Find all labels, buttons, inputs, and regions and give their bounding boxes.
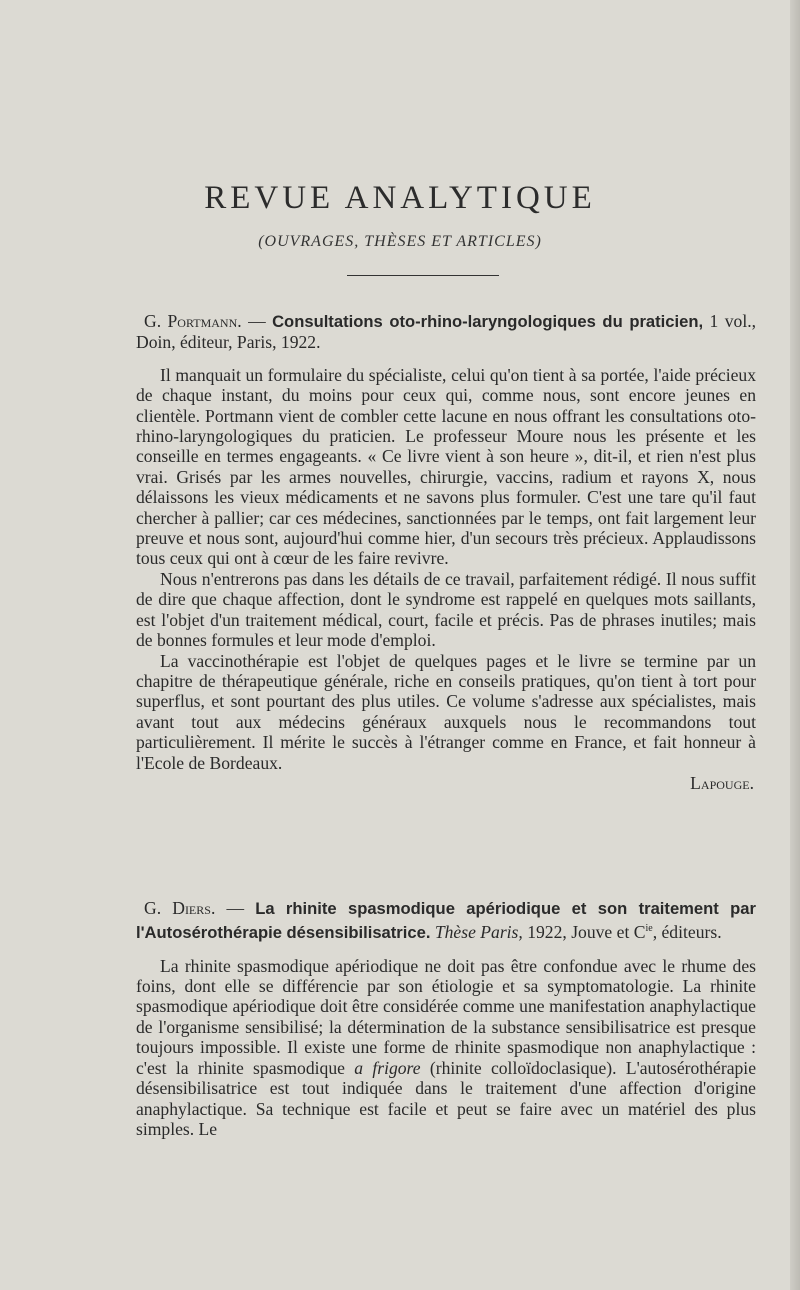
section-title: REVUE ANALYTIQUE	[204, 180, 596, 216]
review-paragraph	[136, 956, 756, 1140]
review-signature: Lapouge.	[690, 772, 754, 793]
title-rule	[347, 275, 499, 276]
review-author: G. Diers.	[144, 898, 216, 918]
review-title: La rhinite spasmodique apériodique et son traitement par l'Autosérothérapie désensibilisatrice.	[136, 899, 756, 943]
review-paragraph: La vaccinothérapie est l'objet de quelques pages et le livre se termine par un chapitre de thérapeutique générale, riche en conseils pratiques, qu'on tient à tort pour superflus, et sont pourtant des plus utiles. Ce volume s'adresse aux spécialistes, mais avant tout aux médecins généraux auxquels nous le recommandons tout particulièrement. Il mérite le succès à l'étranger comme en France, et fait honneur à l'Ecole de Bordeaux.	[136, 650, 756, 773]
review-heading	[136, 311, 756, 353]
review-title: Consultations oto-rhino-laryngologiques du praticien,	[272, 312, 704, 331]
section-subtitle: (OUVRAGES, THÈSES ET ARTICLES)	[258, 233, 542, 250]
review-paragraph: Nous n'entrerons pas dans les détails de ce travail, parfaitement rédigé. Il nous suffit de dire que chaque affection, dont le syndrome est rappelé en quelques mots saillants, est l'objet d'un traitement médical, court, facile et précis. Pas de phrases inutiles; mais de bonnes formules et leur mode d'emploi.	[136, 568, 756, 651]
review-diers	[136, 898, 756, 1139]
review-paragraph: Il manquait un formulaire du spécialiste, celui qu'on tient à sa portée, l'aide précieux de chaque instant, du moins pour ceux qui, comme nous, sont encore jeunes en clientèle. Portmann vient de combler cette lacune en nous offrant les consultations oto-rhino-laryngologiques du praticien. Le professeur Moure nous les présente et les conseille en termes engageants. « Ce livre vient à son heure », dit-il, et rien n'est plus vrai. Grisés par les armes nouvelles, chirurgie, vaccins, radium et rayons X, nous délaissons les vieux médicaments et ne savons plus formuler. C'est une tare qu'il faut chercher à pallier; car ces médecines, sanctionnées par le temps, ont fait largement leur preuve et nous sont, aujourd'hui comme hier, d'un secours très précieux. Applaudissons tous ceux qui ont à cœur de les faire revivre.	[136, 364, 756, 569]
paragraph-part: La rhinite spasmodique apériodique ne doit pas être confondue avec le rhume des foins, dont elle se différencie par son étiologie et sa symptomatologie. La rhinite spasmodique apériodique doit être considérée comme une manifestation anaphylactique de l'organisme sensibilisé; la détermination de la substance sensibilisatrice est presque toujours impossible. Il existe une forme de rhinite spasmodique non anaphylactique : c'est la rhinite spasmodique	[136, 955, 756, 1078]
review-biblio: 1922, Jouve et C	[522, 922, 646, 943]
review-biblio: 1 vol., Doin, éditeur, Paris, 1922.	[136, 311, 757, 353]
review-biblio-end: , éditeurs.	[652, 922, 722, 943]
review-heading	[136, 898, 756, 944]
paragraph-part: (rhinite colloïdoclasique). L'autosérothérapie désensibilisatrice est tout indiquée dans le traitement d'une affection d'origine anaphylactique. Sa technique est facile et peut se faire avec un matériel des plus simples. Le	[136, 1057, 756, 1139]
review-biblio-sup: ie	[645, 923, 653, 935]
paragraph-italic: a frigore	[354, 1057, 421, 1078]
heading-dash: —	[215, 898, 256, 918]
review-thesis: Thèse Paris,	[430, 922, 523, 943]
review-author: G. Portmann.	[144, 311, 242, 331]
heading-dash: —	[241, 311, 273, 331]
review-portmann	[136, 311, 756, 793]
